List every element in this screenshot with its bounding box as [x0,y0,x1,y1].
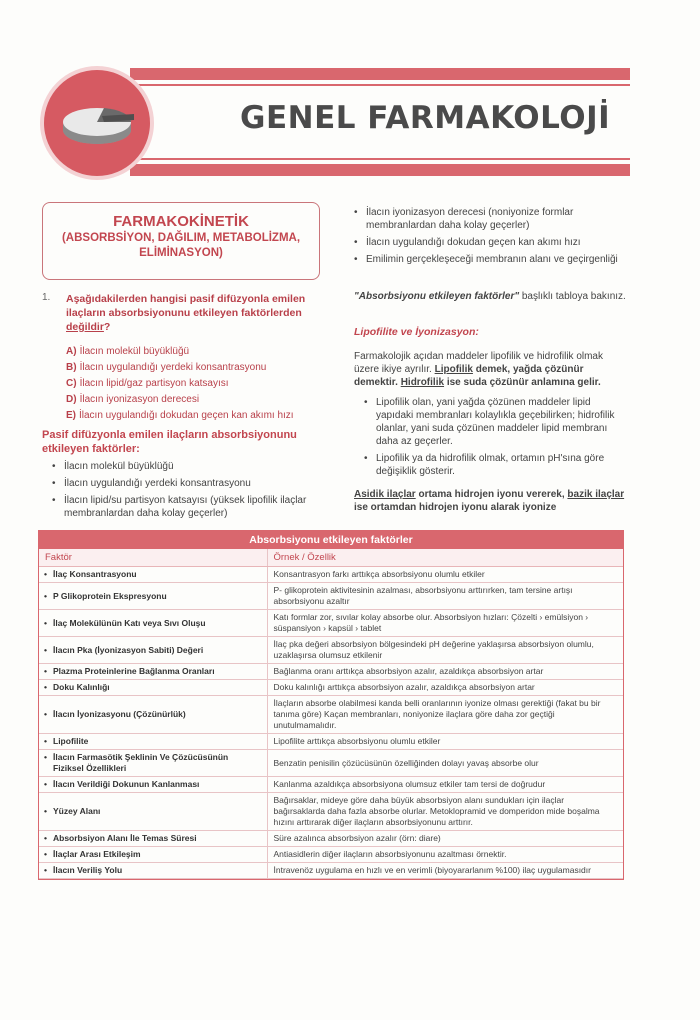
table-reference-title: "Absorbsiyonu etkileyen faktörler" [354,291,520,302]
term-hidrofilik: Hidrofilik [400,377,445,388]
factor-cell: • İlacın Pka (İyonizasyon Sabiti) Değeri [39,637,267,664]
factor-cell: • İlaçlar Arası Etkileşim [39,847,267,863]
note-cell: Doku kalınlığı arttıkça absorbsiyon azalır, azaldıkça absorbsiyon artar [267,680,623,696]
note-cell: Bağırsaklar, mideye göre daha büyük absorbsiyon alanı sundukları için ilaçlar bağırsaklarda daha fazla absorbe olurlar. Metoklopramid ve domperidon mide boşalma hızını arttırarak diğer ilaçların absorbsiyonunu arttırır. [267,793,623,831]
factor-cell: • P Glikoprotein Ekspresyonu [39,583,267,610]
factor-cell: • İlaç Konsantrasyonu [39,567,267,583]
option-d[interactable] [66,392,332,408]
header-line [130,84,630,86]
option-text: İlacın molekül büyüklüğü [79,346,190,357]
passive-diffusion-list [52,460,332,524]
para-text: Farmakolojik açıdan maddeler lipofilik ve hidrofilik olmak üzere ikiye ayrılır. [354,351,603,375]
right-column [354,206,630,270]
column-header-note: Örnek / Özellik [267,549,623,567]
factor-list-continued [354,206,630,266]
factor-cell: • Plazma Proteinlerine Bağlanma Oranları [39,664,267,680]
table-row [39,863,623,879]
term-asidik: Asidik ilaçlar [354,489,416,500]
option-text: İlacın uygulandığı yerdeki konsantrasyonu [79,362,267,373]
table-row [39,696,623,734]
section-title: FARMAKOKİNETİK [113,213,249,230]
note-cell: Antiasidlerin diğer ilaçların absorbsiyonunu azaltması örnektir. [267,847,623,863]
option-a[interactable] [66,344,332,360]
list-item: • Lipofilik ya da hidrofilik olmak, ortamın pH'sına göre değişiklik gösterir. [364,452,630,478]
option-text: İlacın uygulandığı dokudan geçen kan akımı hızı [79,410,294,421]
table-reference-text: başlıklı tabloya bakınız. [519,291,626,302]
note-cell: İlaç pka değeri absorbsiyon bölgesindeki pH değerine yaklaşırsa absorbsiyon olumlu, uzaklaşırsa olumsuz etkilenir [267,637,623,664]
header-bottom-bar [130,164,630,176]
list-item: • İlacın uygulandığı dokudan geçen kan akımı hızı [354,236,630,249]
note-cell: Benzatin penisilin çözücüsünün özelliğinden dolayı yavaş absorbe olur [267,750,623,777]
factor-cell: • Lipofilite [39,734,267,750]
question-text [66,292,332,334]
table-title: Absorbsiyonu etkileyen faktörler [39,531,623,549]
option-e[interactable] [66,408,332,424]
factor-cell: • Yüzey Alanı [39,793,267,831]
passive-diffusion-heading: Pasif difüzyonla emilen ilaçların absorbsiyonunu etkileyen faktörler: [42,429,297,455]
factor-cell: • İlaç Molekülünün Katı veya Sıvı Oluşu [39,610,267,637]
option-letter: D) [66,394,77,405]
pie-chart-icon [44,70,150,176]
table-row [39,680,623,696]
note-cell: Lipofilite arttıkça absorbsiyonu olumlu etkiler [267,734,623,750]
question-mark: ? [103,321,111,333]
list-item: • İlacın uygulandığı yerdeki konsantrasyonu [52,477,332,490]
table-row [39,750,623,777]
note-cell: Süre azalınca absorbsiyon azalır (örn: diare) [267,831,623,847]
lipofilite-bullets [364,396,630,482]
list-item: • İlacın lipid/su partisyon katsayısı (yüksek lipofilik ilaçlar membranlardan daha kolay geçerler) [52,494,332,520]
page-title: GENEL FARMAKOLOJİ [240,100,611,136]
column-header-factor: Faktör [39,549,267,567]
table-row [39,567,623,583]
option-b[interactable] [66,360,332,376]
option-letter: E) [66,410,76,421]
header-top-bar [130,68,630,80]
factor-cell: • İlacın Veriliş Yolu [39,863,267,879]
option-text: İlacın iyonizasyon derecesi [79,394,200,405]
header-line [130,158,630,160]
section-title-box [42,202,320,280]
list-item: • İlacın molekül büyüklüğü [52,460,332,473]
factor-cell: • İlacın Farmasötik Şeklinin Ve Çözücüsünün Fiziksel Özellikleri [39,750,267,777]
table-row [39,734,623,750]
note-cell: Kanlanma azaldıkça absorbsiyona olumsuz etkiler tam tersi de doğrudur [267,777,623,793]
question-number: 1. [42,292,51,303]
list-item: • Lipofilik olan, yani yağda çözünen maddeler lipid yapıdaki membranları kolaylıkla geçebilirken; hidrofilik olanlar, yani suda çözünen maddeler lipid membranı daha az geçerler. [364,396,630,448]
option-letter: A) [66,346,77,357]
term-lipofilik: Lipofilik [434,364,473,375]
factor-cell: • Doku Kalınlığı [39,680,267,696]
lipofilite-paragraph [354,350,630,389]
table-row [39,777,623,793]
table-reference [354,290,630,303]
question-text-main: Aşağıdakilerden hangisi pasif difüzyonla emilen ilaçların absorbsiyonunu etkileyen faktörlerden [66,293,306,319]
note-cell: Bağlanma oranı arttıkça absorbsiyon azalır, azaldıkça absorbsiyon artar [267,664,623,680]
table-row [39,637,623,664]
absorption-factors-table [38,530,624,880]
table-header-row [39,549,623,567]
table-row [39,793,623,831]
note-cell: İntravenöz uygulama en hızlı ve en verimli (biyoyararlanım %100) ilaç uygulamasıdır [267,863,623,879]
question-emphasis: değildir [66,321,104,333]
factor-cell: • İlacın İyonizasyonu (Çözünürlük) [39,696,267,734]
term-bazik: bazik ilaçlar [567,489,625,500]
factor-cell: • Absorbsiyon Alanı İle Temas Süresi [39,831,267,847]
lipofilite-subheading: Lipofilite ve İyonizasyon: [354,326,479,338]
note-cell: İlaçların absorbe olabilmesi kanda belli oranlarının iyonize olması gerektiği (fakat bu bir tanıma göre) Kaçan membranları, noniyonize ilaçlara göre daha zor geçtiği unutulmamalıdır. [267,696,623,734]
option-letter: C) [66,378,77,389]
para-text: demek, yağda çözünür demektir. [354,364,584,388]
note-cell: Konsantrasyon farkı arttıkça absorbsiyonu olumlu etkiler [267,567,623,583]
table-row [39,583,623,610]
table-row [39,664,623,680]
section-subtitle: (ABSORBSİYON, DAĞILIM, METABOLİZMA, ELİMİNASYON) [61,232,301,259]
list-item: • Emilimin gerçekleşeceği membranın alanı ve geçirgenliği [354,253,630,266]
table-row [39,610,623,637]
list-item: • İlacın iyonizasyon derecesi (noniyonize formlar membranlardan daha kolay geçerler) [354,206,630,232]
option-c[interactable] [66,376,332,392]
para-text: ise ortamdan hidrojen iyonu alarak iyonize [354,502,557,513]
table-row [39,847,623,863]
option-text: İlacın lipid/gaz partisyon katsayısı [79,378,229,389]
ionization-paragraph [354,488,630,514]
table-row [39,831,623,847]
question [42,292,332,424]
note-cell: Katı formlar zor, sıvılar kolay absorbe olur. Absorbsiyon hızları: Çözelti › emülsiyon › süspansiyon › kapsül › tablet [267,610,623,637]
answer-options [66,344,332,424]
note-cell: P- glikoprotein aktivitesinin azalması, absorbsiyonu arttırırken, tam tersine artışı absorbsiyonu azaltır [267,583,623,610]
option-letter: B) [66,362,77,373]
factor-cell: • İlacın Verildiği Dokunun Kanlanması [39,777,267,793]
para-text: ortama hidrojen iyonu vererek, [415,489,568,500]
para-text: ise suda çözünür anlamına gelir. [444,377,601,388]
